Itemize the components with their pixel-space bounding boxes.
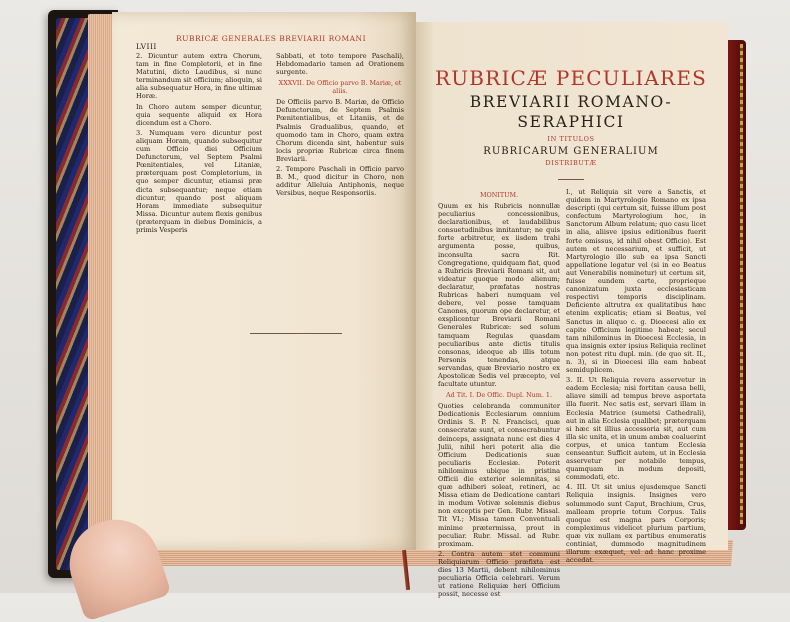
paragraph: Sabbati, et toto tempore Paschali), Hebdomadario tamen ad Orationem surgente. bbox=[276, 52, 404, 77]
title-line-5: DISTRIBUTÆ bbox=[545, 159, 597, 167]
title-line-1: RUBRICÆ PECULIARES bbox=[434, 66, 708, 90]
subsection-heading: Ad Tit. I. De Offic. Dupl. Num. 1. bbox=[445, 391, 553, 400]
paragraph: 2. Contra autem stet communi Reliquiarum Officio præfixta est dies 13 Martii, debent nihilominus peculiaria Officia celebrari. Verum ut ratione Reliquiæ heri Officium possit, necesse est bbox=[438, 549, 560, 599]
section-rule bbox=[250, 333, 342, 334]
book-cover-right bbox=[728, 40, 746, 530]
running-head: RUBRICÆ GENERALES BREVIARII ROMANI bbox=[176, 34, 367, 43]
title-line-2: BREVIARII ROMANO-SERAPHICI bbox=[469, 93, 673, 131]
paragraph: Quoties celebranda communiter Dedicationis Ecclesiarum omnium Ordinis S. P. N. Francisci, quæ consecratæ sunt, et consecrabuntur deinceps, assignata nunc est dies 4 Julii, nihil heri poterit alia die Officium Dedicationis suæ peculiaris Ecclesiæ. Poterit nihilominus ubique in pristina Officii die exterior solemnitas, si quæ adhiberi soleat, retineri, ac Missa etiam de Dedicatione cantari in modum Votivæ solemnis diebus non exceptis per Gen. Rubr. Missal. Tit VI.; Missa tamen Conventuali minime prætermissa, prout in peculiar. Rubr. Missal. ad Rubr. proximam. bbox=[438, 402, 560, 548]
paragraph: In Choro autem semper dicuntur, quia sequente aliquid ex Hora dicendum est a Choro. bbox=[136, 102, 262, 127]
section-heading: XXXVII. De Officio parvo B. Mariæ, et aliis. bbox=[278, 79, 402, 96]
right-page-column-1 bbox=[438, 188, 560, 600]
title-line-3: IN TITULOS bbox=[547, 135, 595, 143]
paragraph: De Officiis parvo B. Mariæ, de Officio Defunctorum, de Septem Psalmis Pœnitentialibus, et Litaniis, et de Psalmis Gradualibus, quando, et quomodo tam in Choro, quam extra Chorum dicenda sint, habentur suis locis propriæ Rubricæ circa finem Breviarii. bbox=[276, 98, 404, 163]
title-line-4: RUBRICARUM GENERALIUM bbox=[483, 146, 659, 157]
title-block bbox=[426, 66, 716, 188]
paragraph: Quum ex his Rubricis nonnullæ peculiarius concessionibus, declarationibus, et laudabilibus consuetudinibus innitantur; ne quis forte arbitretur, ex iisdem trahi argumenta posse, quibus, inconsulta sacra Rit. Congregatione, quidquam fiat, quod a Rubricis Breviarii Romani sit, aut videatur quoque modo alienum; declaratur, præfatas nostras Rubricas haberi numquam vel debere, vel posse tamquam Canones, quorum ope declaretur, et exsplicentur Breviarii Romani Generales Rubricæ: sed solum tamquam Regulas quasdam peculiaribus ante dictis titulis consonas, ideoque ab illis totum Personis tenendas, atque servandas, quæ Breviario nostro ex Apostolicæ Sedis vel præcepto, vel facultate utuntur. bbox=[438, 202, 560, 389]
right-page-column-2 bbox=[566, 188, 706, 566]
paragraph: 2. Tempore Paschali in Officio parvo B. M., quod dicitur in Choro, non additur Alleluia Antiphonis, neque Versibus, neque Responsoriis. bbox=[276, 165, 404, 198]
left-page-header bbox=[136, 34, 406, 53]
left-page-column-1 bbox=[136, 52, 262, 236]
title-rule bbox=[558, 179, 584, 180]
page-number: LVIII bbox=[136, 42, 157, 51]
monitum-heading: MONITUM. bbox=[479, 191, 519, 199]
paragraph: I., ut Reliquia sit vere a Sanctis, et quidem in Martyrologio Romano ex ipsa descripti (qui certum sit, fuisse illum post confectum Martyrologium hoc, in Sanctorum Album relatum; quo casu licet in alia, aliisve ipsius editionibus fuerit forte omissus, id nihil obest Officio). Est autem et necessarium, et sufficit, ut Martyrologio illo sub ea ipsa Sancti appellatione legatur vel (si in eo Beatus aut Venerabilis nominetur) ut certum sit, fuisse eundem carte, proprieque canonizatum juxta ecclesiasticam respectivi temporis disciplinam. Deficiente altrutra ex qualitatibus hæc etenim explicatis; etiam si Beatus, vel Sanctus in aliquo c. g. Dioecesi alio ex capite Officium legitime habeat; secul tam nihilominus in Dioecesi Ecclesia, in qua insignis exter ipsius Reliquia reclinet non potest ritu dupl. min. (de quo sit. II., n. 3), si in Dioecesi illa eam habeat semiduplicem. bbox=[566, 188, 706, 375]
paragraph: 4. III. Ut sit unius ejusdemque Sancti Reliquia insignis. Insignes vero solummodo sunt Caput, Brachium, Crus, malleam proprie totum Corpus. Talis quoque est magna pars Corporis; compleximus videlicet plurium partium, quæ vix nullam ex partibus enumeratis continiat, dummodo magnitudinem illarum exæquet, vel ad hanc proxime accedat. bbox=[566, 483, 706, 565]
gilt-edge bbox=[740, 44, 743, 524]
left-page-column-2 bbox=[276, 52, 404, 199]
paragraph: 3. Numquam vero dicuntur post aliquam Horam, quando subsequitur cum Officio diei Officium Defunctorum, vel Septem Psalmi Pœnitentiales, vel Litaniæ, præterquam post Completorium, in quo semper dicuntur, etiamsi præ dicta subsequantur; neque etiam dicuntur, quando post aliquam Horam immediate subsequitur Missa. Dicuntur autem flexis genibus (præterquam in diebus Dominicis, a primis Vesperis bbox=[136, 128, 262, 234]
paragraph: 2. Dicuntur autem extra Chorum, tam in fine Completorii, et in fine Matutini, dicto Laudibus, si nunc terminandum sit officium; alioquin, si alia subsequatur Hora, in fine ultimæ Horæ. bbox=[136, 52, 262, 101]
paragraph: 3. II. Ut Reliquia revera asservetur in eadem Ecclesia; nisi fortitan causa belli, aliave simili ad tempus breve asportata illa fuerit. Nec satis est, servari illam in Ecclesia Matrice (sumetsi Cathedrali), aut in alia Ecclesia qualibet; præterquam si hæc sit illius accessoria sit, aut cum illa sic unita, et in unum ambæ coaluerint corpus, et unica tantum Ecclesia censeantur. Sufficit autem, ut in Ecclesia asservetur per notabile tempus, quamquam in modum depositi, commodati, etc. bbox=[566, 376, 706, 482]
